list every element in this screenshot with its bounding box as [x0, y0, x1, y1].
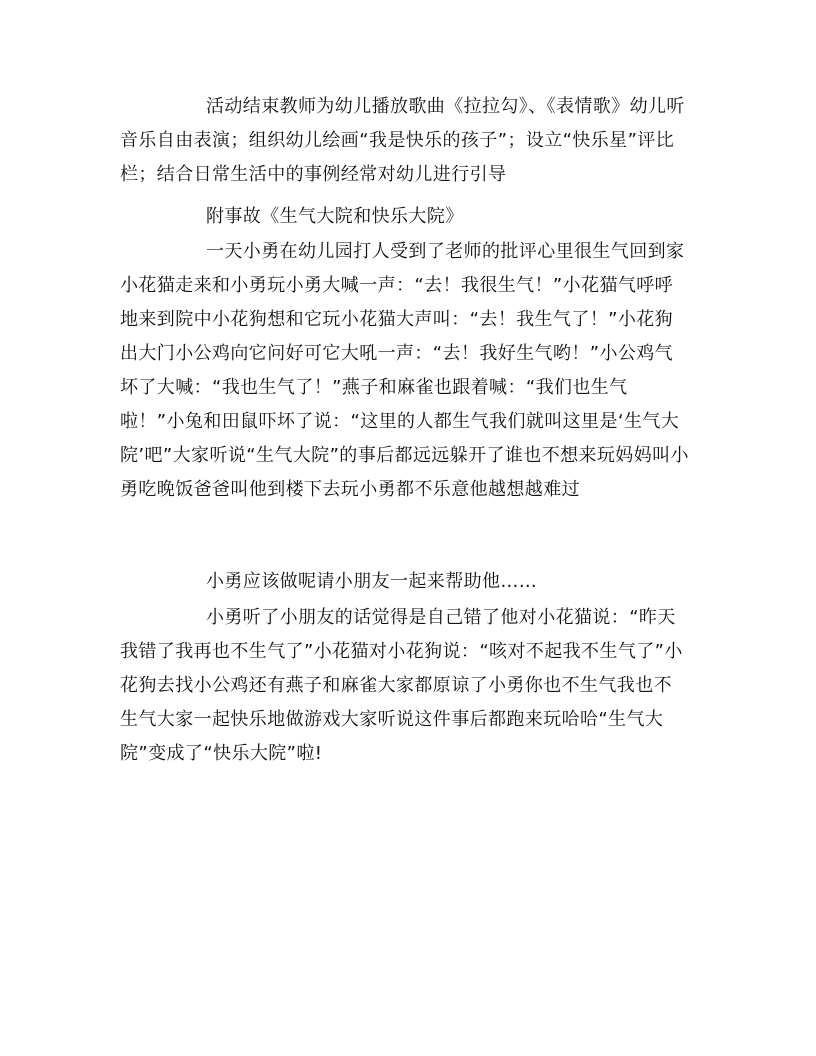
paragraph-activity-end: 活动结束教师为幼儿播放歌曲《拉拉勾》、《表情歌》幼儿听音乐自由表演；组织幼儿绘画“我是快乐的孩子”；设立“快乐星”评比栏；结合日常生活中的事例经常对幼儿进行引导 — [120, 96, 685, 185]
paragraph-story-ending: 小勇听了小朋友的话觉得是自己错了他对小花猫说：“昨天我错了我再也不生气了”小花猫对小花狗说：“咳对不起我不生气了”小花狗去找小公鸡还有燕子和麻雀大家都原谅了小勇你也不生气我也不生气大家一起快乐地做游戏大家听说这件事后都跑来玩哈哈“生气大院”变成了“快乐大院”啦! — [120, 607, 683, 764]
paragraph-story-title: 附事故《生气大院和快乐大院》 — [206, 206, 464, 227]
paragraph-question: 小勇应该做呢请小朋友一起来帮助他…… — [206, 571, 538, 592]
paragraph-story-body: 一天小勇在幼儿园打人受到了老师的批评心里很生气回到家小花猫走来和小勇玩小勇大喊一声：“去！我很生气！”小花猫气呼呼地来到院中小花狗想和它玩小花猫大声叫：“去！我生气了！”小花狗出大门小公鸡向它问好可它大吼一声：“去！我好生气哟！”小公鸡气坏了大喊：“我也生气了！”燕子和麻雀也跟着喊：“我们也生气啦！”小兔和田鼠吓坏了说：“这里的人都生气我们就叫这里是‘生气大院’吧”大家听说“生气大院”的事后都远远躲开了谁也不想来玩妈妈叫小勇吃晚饭爸爸叫他到楼下去玩小勇都不乐意他越想越难过 — [120, 241, 689, 500]
